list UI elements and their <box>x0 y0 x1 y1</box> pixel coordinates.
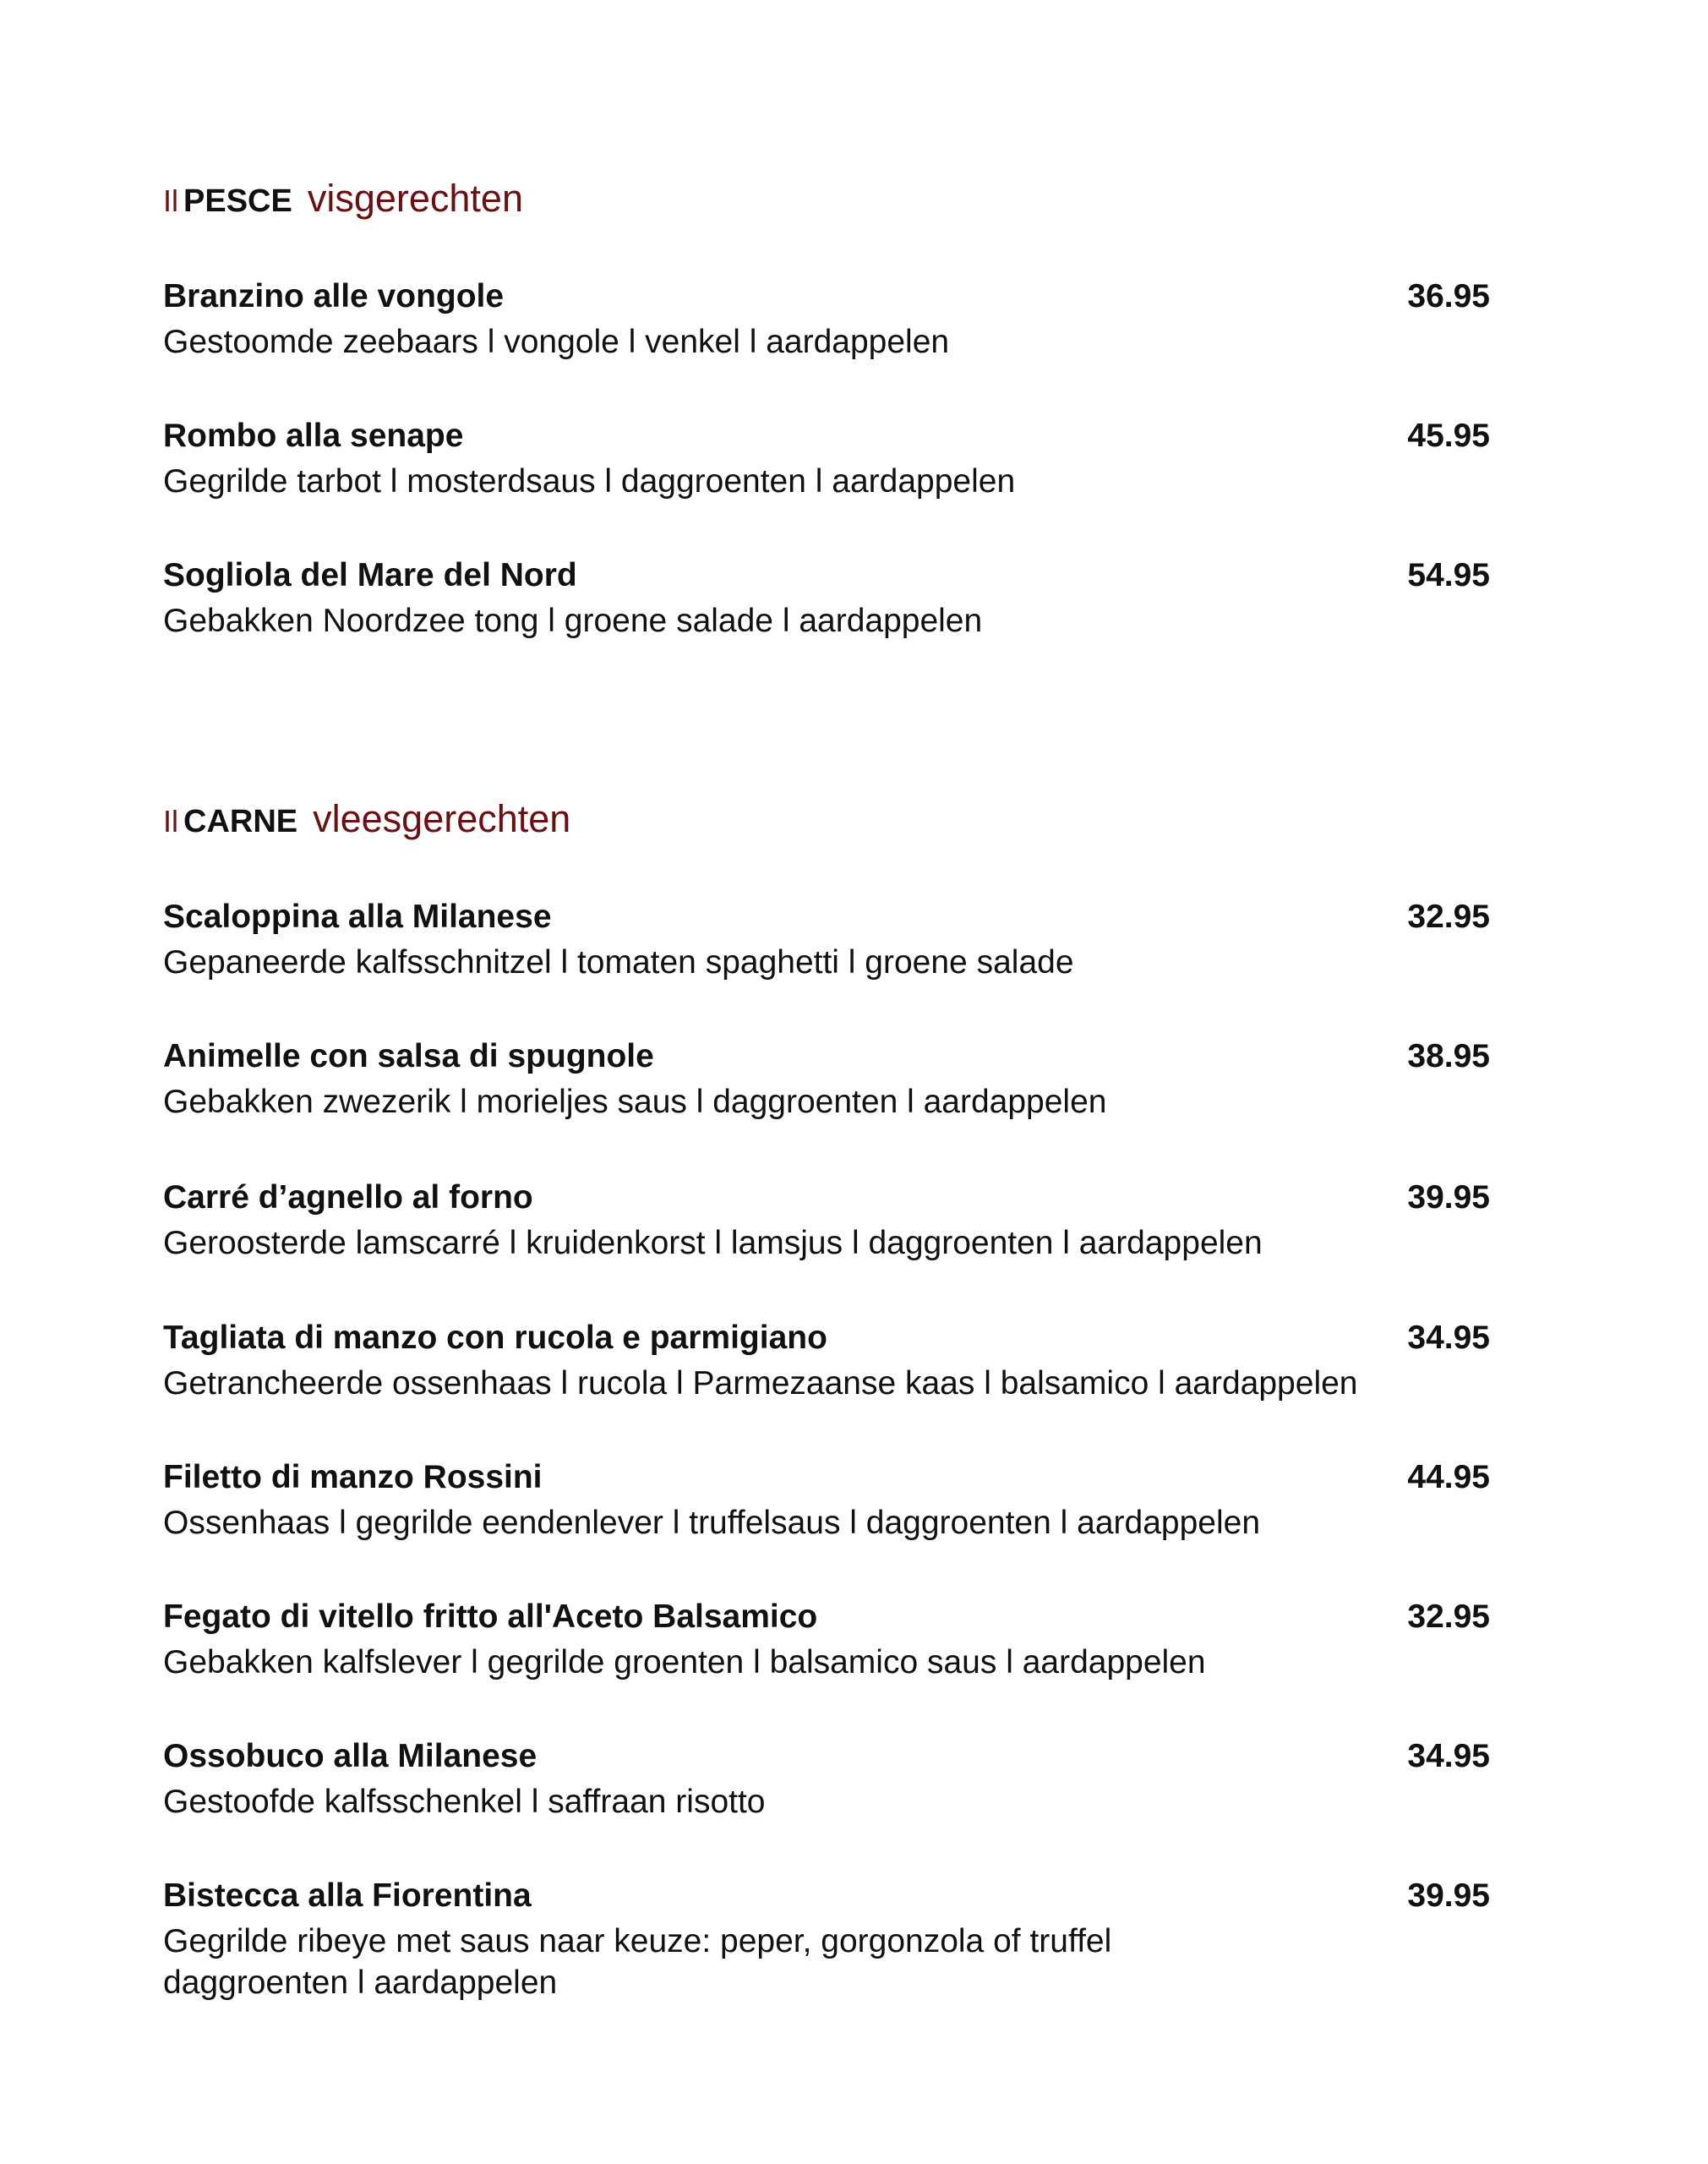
dish-name: Filetto di manzo Rossini <box>163 1459 543 1495</box>
section-heading <box>163 177 523 220</box>
dish-description-line: Getrancheerde ossenhaas l rucola l Parmezaanse kaas l balsamico l aardappelen <box>163 1365 1358 1402</box>
dish-description-line: Geroosterde lamscarré l kruidenkorst l lamsjus l daggroenten l aardappelen <box>163 1225 1263 1261</box>
dish-description <box>163 1781 766 1822</box>
dish-price: 54.95 <box>1407 557 1490 593</box>
dish-price: 36.95 <box>1407 278 1490 314</box>
dish-price: 39.95 <box>1407 1877 1490 1914</box>
dish-description <box>163 1921 1111 2003</box>
dish-description <box>163 600 982 642</box>
menu-page <box>163 0 1490 2164</box>
heading-prefix: Il <box>163 183 178 218</box>
heading-dutch: visgerechten <box>307 177 523 220</box>
dish-description <box>163 1642 1206 1683</box>
dish-name: Carré d’agnello al forno <box>163 1179 533 1216</box>
dish-description <box>163 461 1015 502</box>
section-heading <box>163 797 571 840</box>
heading-italian: PESCE <box>183 183 292 219</box>
dish-name: Fegato di vitello fritto all'Aceto Balsamico <box>163 1598 818 1635</box>
dish-price: 34.95 <box>1407 1738 1490 1774</box>
heading-italian: CARNE <box>183 804 298 839</box>
dish-description <box>163 1502 1260 1544</box>
dish-price: 39.95 <box>1407 1179 1490 1216</box>
dish-name: Animelle con salsa di spugnole <box>163 1038 654 1074</box>
dish-description-line: Ossenhaas l gegrilde eendenlever l truffelsaus l daggroenten l aardappelen <box>163 1505 1261 1541</box>
dish-price: 44.95 <box>1407 1459 1490 1495</box>
dish-description-line: Gestoomde zeebaars l vongole l venkel l aardappelen <box>163 324 950 360</box>
heading-dutch: vleesgerechten <box>313 797 571 840</box>
dish-description-line: Gebakken Noordzee tong l groene salade l aardappelen <box>163 603 983 639</box>
dish-description <box>163 1363 1357 1404</box>
dish-description <box>163 321 949 363</box>
dish-description-line: Gepaneerde kalfsschnitzel l tomaten spaghetti l groene salade <box>163 944 1074 981</box>
dish-description <box>163 1222 1263 1264</box>
dish-description-line: Gestoofde kalfsschenkel l saffraan risotto <box>163 1784 766 1820</box>
dish-name: Tagliata di manzo con rucola e parmigiano <box>163 1320 827 1356</box>
dish-description-line: Gebakken kalfslever l gegrilde groenten l balsamico saus l aardappelen <box>163 1644 1206 1680</box>
dish-description-line: Gegrilde ribeye met saus naar keuze: peper, gorgonzola of truffel <box>163 1923 1112 1959</box>
dish-name: Scaloppina alla Milanese <box>163 899 552 935</box>
dish-price: 45.95 <box>1407 418 1490 454</box>
dish-price: 32.95 <box>1407 1598 1490 1635</box>
dish-description-line: daggroenten l aardappelen <box>163 1965 558 2001</box>
dish-description <box>163 942 1074 983</box>
dish-name: Ossobuco alla Milanese <box>163 1738 538 1774</box>
dish-description-line: Gegrilde tarbot l mosterdsaus l daggroenten l aardappelen <box>163 463 1016 500</box>
dish-price: 32.95 <box>1407 899 1490 935</box>
dish-description-line: Gebakken zwezerik l morieljes saus l daggroenten l aardappelen <box>163 1084 1107 1120</box>
dish-name: Branzino alle vongole <box>163 278 505 314</box>
dish-name: Rombo alla senape <box>163 418 464 454</box>
dish-price: 34.95 <box>1407 1320 1490 1356</box>
dish-name: Sogliola del Mare del Nord <box>163 557 577 593</box>
dish-description <box>163 1081 1106 1123</box>
dish-name: Bistecca alla Fiorentina <box>163 1877 532 1914</box>
dish-price: 38.95 <box>1407 1038 1490 1074</box>
heading-prefix: Il <box>163 804 178 839</box>
